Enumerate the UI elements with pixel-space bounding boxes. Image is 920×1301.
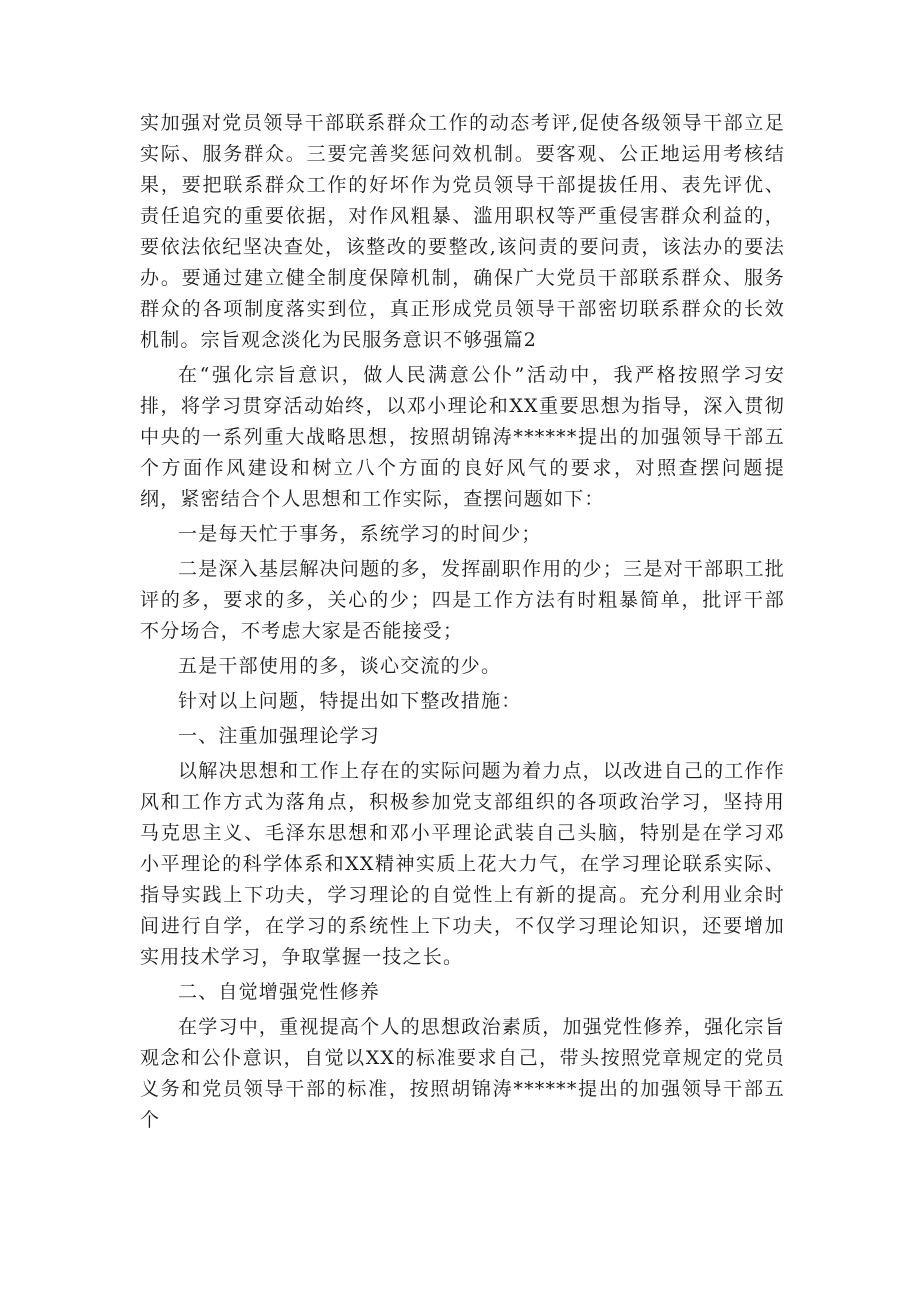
section-heading-2: 二、自觉增强党性修养 bbox=[178, 981, 381, 1003]
section-heading-1: 一、注重加强理论学习 bbox=[178, 725, 381, 747]
paragraph-issue-2-4: 二是深入基层解决问题的多，发挥副职作用的少；三是对干部职工批评的多，要求的多，关心的少；四是工作方法有时粗暴简单，批评干部不分场合，不考虑大家是否能接受； bbox=[140, 558, 785, 642]
paragraph-measures-intro: 针对以上问题，特提出如下整改措施： bbox=[178, 690, 522, 712]
paragraph-issue-5: 五是干部使用的多，谈心交流的少。 bbox=[178, 655, 502, 677]
paragraph-intro: 在“强化宗旨意识，做人民满意公仆”活动中，我严格按照学习安排，将学习贯穿活动始终，以邓小理论和XX重要思想为指导，深入贯彻中央的一系列重大战略思想，按照胡锦涛******提出的加强领导干部五个方面作风建设和树立八个方面的良好风气的要求，对照查摆问题提纲，紧密结合个人思想和工作实际，查摆问题如下： bbox=[140, 364, 785, 510]
paragraph-section-1: 以解决思想和工作上存在的实际问题为着力点，以改进自己的工作作风和工作方式为落角点，积极参加党支部组织的各项政治学习，坚持用马克思主义、毛泽东思想和邓小平理论武装自己头脑，特别是在学习邓小平理论的科学体系和XX精神实质上花大力气，在学习理论联系实际、指导实践上下功夫，学习理论的自觉性上有新的提高。充分利用业余时间进行自学，在学习的系统性上下功夫，不仅学习理论知识，还要增加实用技术学习，争取掌握一技之长。 bbox=[140, 760, 785, 968]
document-body bbox=[140, 108, 785, 1140]
paragraph-section-2: 在学习中，重视提高个人的思想政治素质，加强党性修养，强化宗旨观念和公仆意识，自觉以XX的标准要求自己，带头按照党章规定的党员义务和党员领导干部的标准，按照胡锦涛******提出的加强领导干部五个 bbox=[140, 1016, 785, 1131]
paragraph-issue-1: 一是每天忙于事务，系统学习的时间少； bbox=[178, 523, 542, 545]
paragraph-continuation: 实加强对党员领导干部联系群众工作的动态考评,促使各级领导干部立足实际、服务群众。三要完善奖惩问效机制。要客观、公正地运用考核结果，要把联系群众工作的好坏作为党员领导干部提拔任用、表先评优、责任追究的重要依据，对作风粗暴、滥用职权等严重侵害群众利益的，要依法依纪坚决查处，该整改的要整改,该问责的要问责，该法办的要法办。要通过建立健全制度保障机制，确保广大党员干部联系群众、服务群众的各项制度落实到位，真正形成党员领导干部密切联系群众的长效机制。宗旨观念淡化为民服务意识不够强篇2 bbox=[140, 112, 785, 351]
